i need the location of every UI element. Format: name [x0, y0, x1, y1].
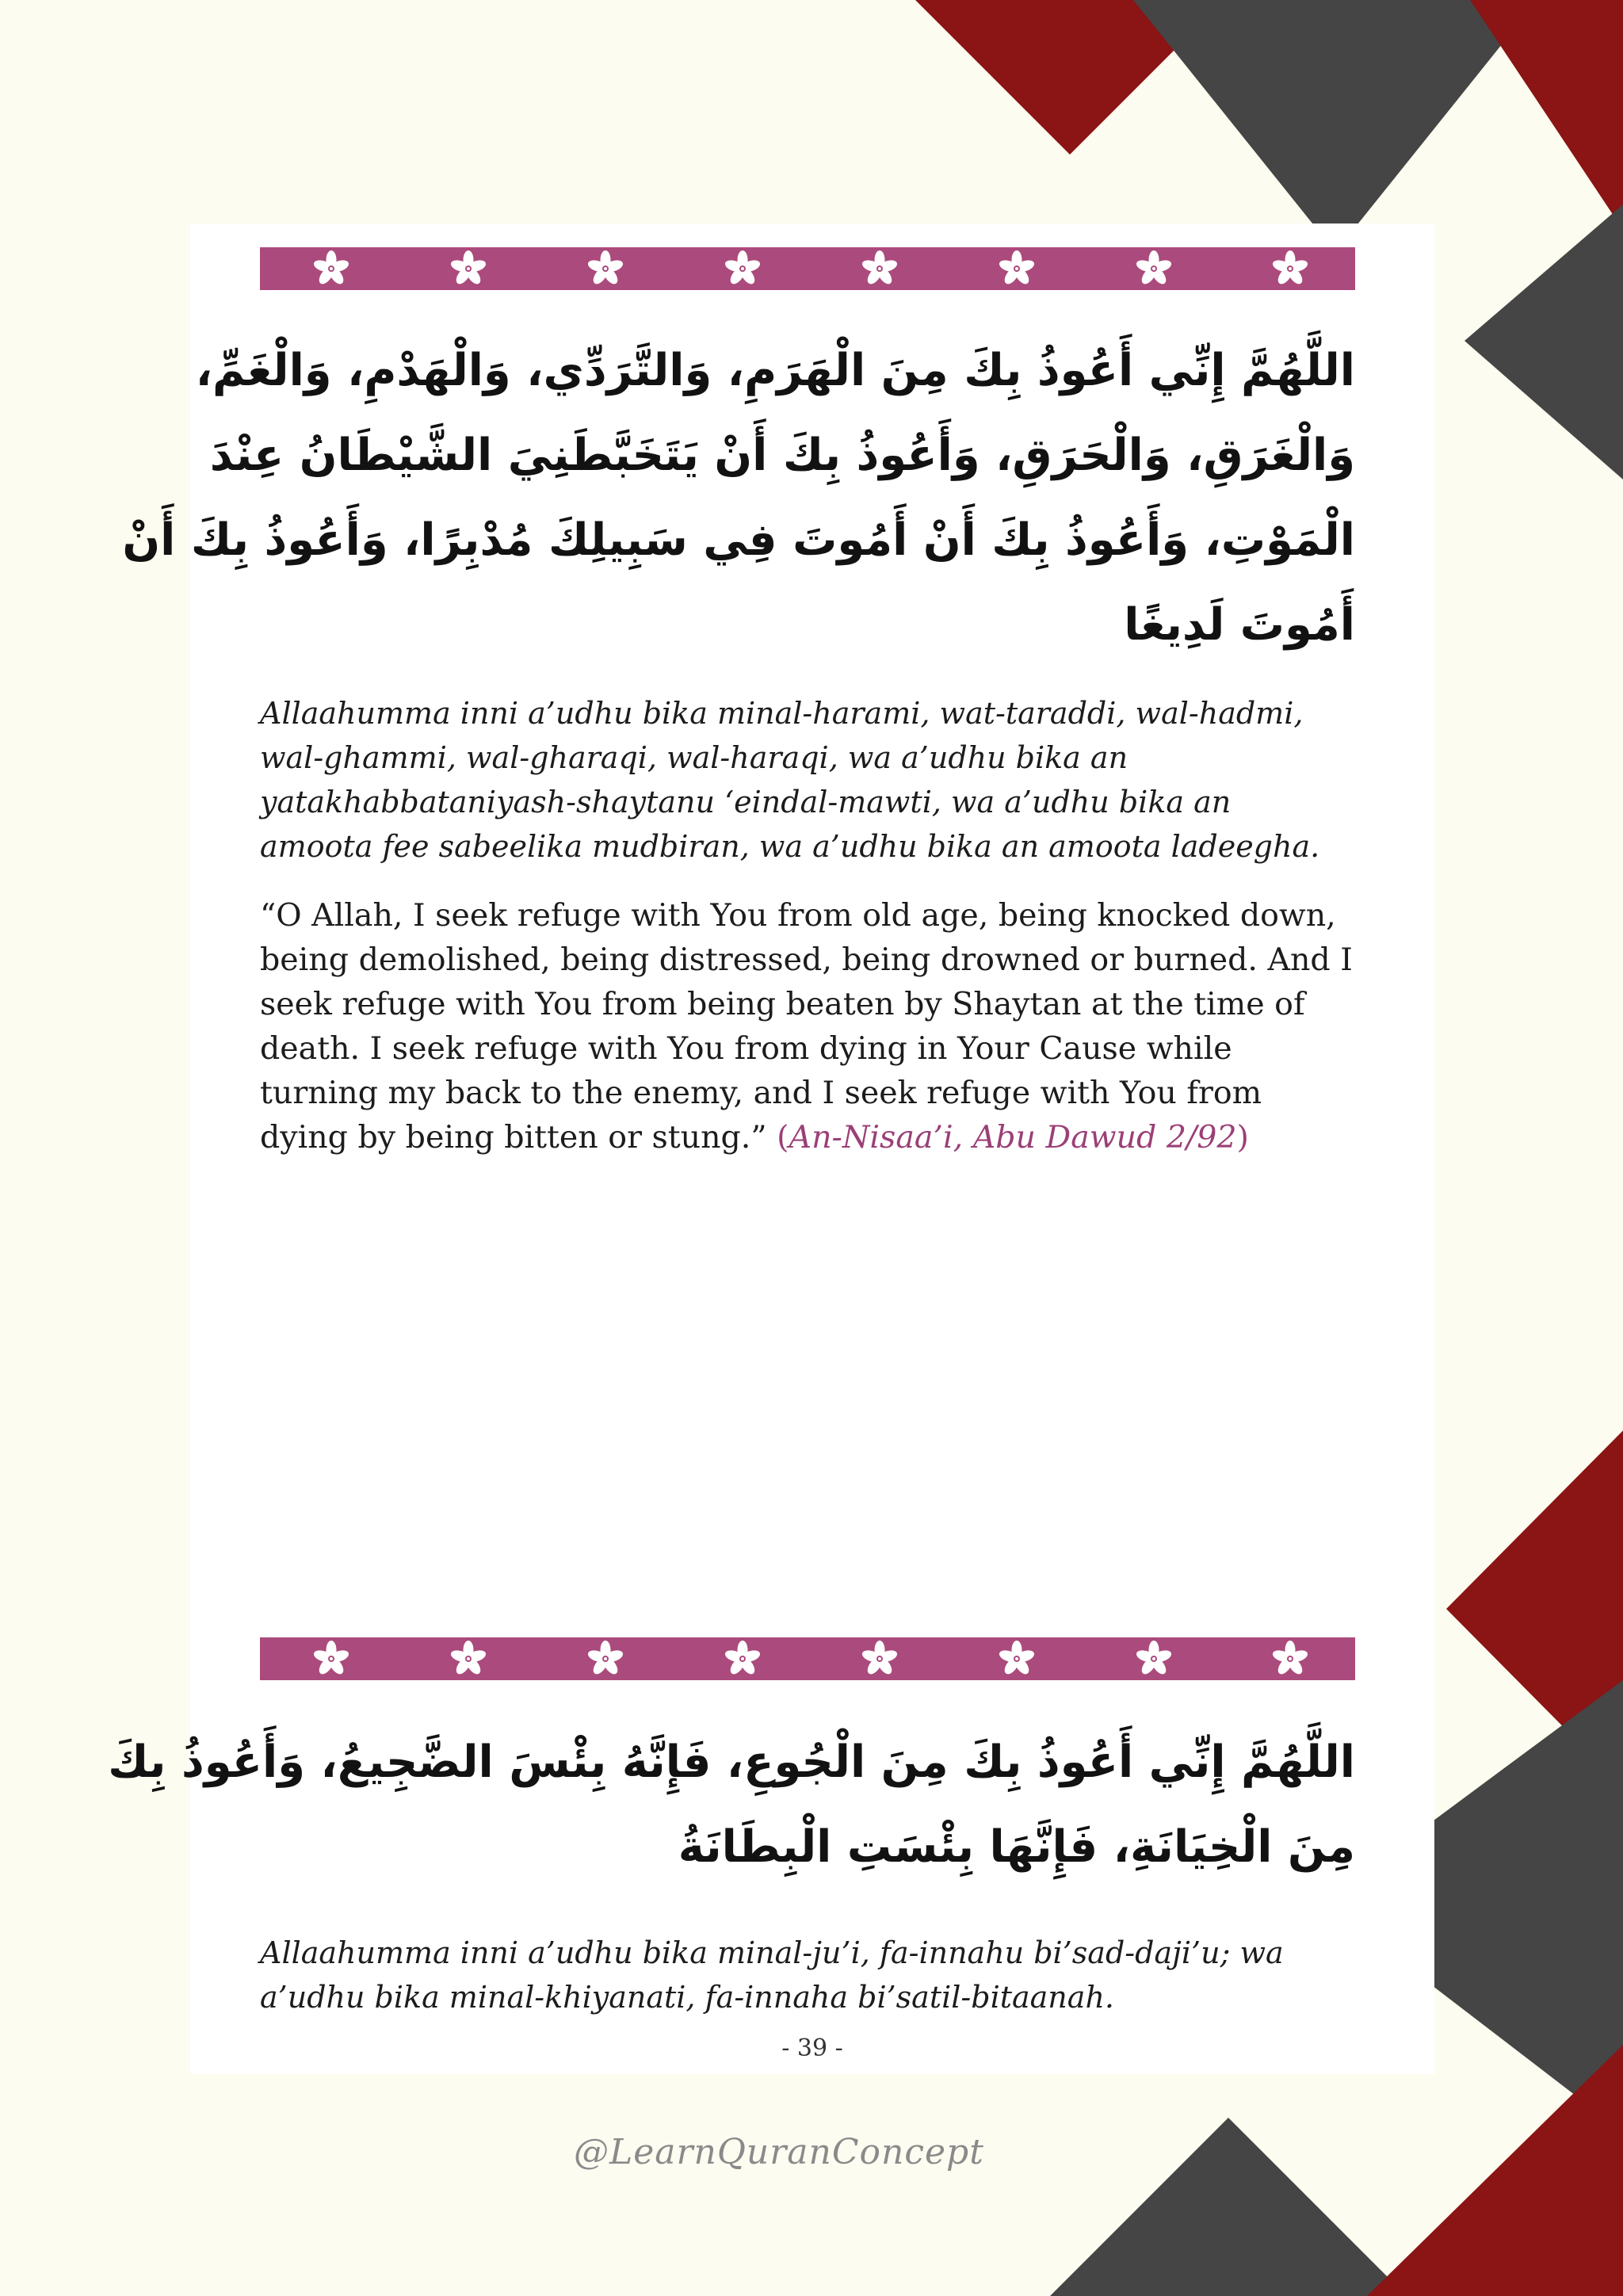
- arabic-line: مِنَ الْخِيَانَةِ، فَإِنَّهَا بِئْسَتِ الْبِطَانَةُ: [678, 1821, 1355, 1873]
- flower-icon-row: [260, 1637, 1355, 1680]
- flower-icon: [586, 250, 624, 286]
- arabic-line: الْمَوْتِ، وَأَعُوذُ بِكَ أَنْ أَمُوتَ فِي سَبِيلِكَ مُدْبِرًا، وَأَعُوذُ بِكَ أَنْ: [122, 514, 1355, 566]
- translation-line-end: dying by being bitten or stung.”: [260, 1119, 767, 1156]
- flower-icon: [1271, 1641, 1309, 1676]
- reference-paren-close: ): [1236, 1119, 1249, 1156]
- transliteration-line: amoota fee sabeelika mudbiran, wa a’udhu bika an amoota ladeegha.: [260, 829, 1320, 864]
- flower-icon: [449, 1641, 487, 1676]
- arabic-dua-text: [108, 1720, 1355, 1889]
- flower-icon: [449, 250, 487, 286]
- transliteration-text: [260, 1931, 1369, 2019]
- translation-line: turning my back to the enemy, and I seek refuge with You from: [260, 1075, 1262, 1111]
- flower-icon: [1271, 250, 1309, 286]
- flower-icon: [312, 1641, 350, 1676]
- transliteration-line: yatakhabbataniyash-shaytanu ‘eindal-mawti, wa a’udhu bika an: [260, 785, 1232, 819]
- flower-icon: [724, 1641, 762, 1676]
- page-card: [108, 223, 1434, 2074]
- translation-line: seek refuge with You from being beaten by Shaytan at the time of: [260, 986, 1305, 1022]
- flower-icon: [1135, 1641, 1173, 1676]
- flower-icon: [861, 250, 899, 286]
- arabic-line: اللَّهُمَّ إِنِّي أَعُوذُ بِكَ مِنَ الْهَرَمِ، وَالتَّرَدِّي، وَالْهَدْمِ، وَالْغَمِّ،: [195, 345, 1355, 396]
- reference-paren-open: (: [777, 1119, 789, 1156]
- transliteration-line: Allaahumma inni a’udhu bika minal-harami, wat-taraddi, wal-hadmi,: [260, 696, 1304, 731]
- arabic-line: أَمُوتَ لَدِيغًا: [1124, 599, 1355, 651]
- flower-icon: [998, 250, 1036, 286]
- decorative-band: [260, 247, 1355, 290]
- arabic-line: وَالْغَرَقِ، وَالْحَرَقِ، وَأَعُوذُ بِكَ أَنْ يَتَخَبَّطَنِيَ الشَّيْطَانُ عِنْدَ: [209, 430, 1355, 481]
- hadith-reference: An-Nisaa’i, Abu Dawud 2/92: [789, 1119, 1237, 1156]
- arabic-line: اللَّهُمَّ إِنِّي أَعُوذُ بِكَ مِنَ الْجُوعِ، فَإِنَّهُ بِئْسَ الضَّجِيعُ، وَأَعُوذُ بِكَ: [108, 1736, 1355, 1788]
- translation-line: [260, 1115, 1369, 1159]
- flower-icon: [586, 1641, 624, 1676]
- flower-icon: [724, 250, 762, 286]
- translation-line: death. I seek refuge with You from dying in Your Cause while: [260, 1030, 1232, 1067]
- transliteration-line: Allaahumma inni a’udhu bika minal-ju’i, fa-innahu bi’sad-daji’u; wa: [260, 1935, 1284, 1970]
- flower-icon: [312, 250, 350, 286]
- flower-icon: [1135, 250, 1173, 286]
- translation-line: being demolished, being distressed, being drowned or burned. And I: [260, 942, 1353, 978]
- translation-line: “O Allah, I seek refuge with You from old age, being knocked down,: [260, 897, 1336, 934]
- transliteration-line: wal-ghammi, wal-gharaqi, wal-haraqi, wa a’udhu bika an: [260, 740, 1128, 775]
- page-number: - 39 -: [781, 2034, 843, 2062]
- translation-text: [260, 893, 1369, 1159]
- flower-icon: [998, 1641, 1036, 1676]
- arabic-dua-text: [122, 328, 1355, 667]
- flower-icon-row: [260, 247, 1355, 290]
- decorative-band: [260, 1637, 1355, 1680]
- flower-icon: [861, 1641, 899, 1676]
- transliteration-text: [260, 691, 1369, 869]
- watermark-signature: @LearnQuranConcept: [574, 2132, 984, 2172]
- transliteration-line: a’udhu bika minal-khiyanati, fa-innaha bi’satil-bitaanah.: [260, 1980, 1114, 2015]
